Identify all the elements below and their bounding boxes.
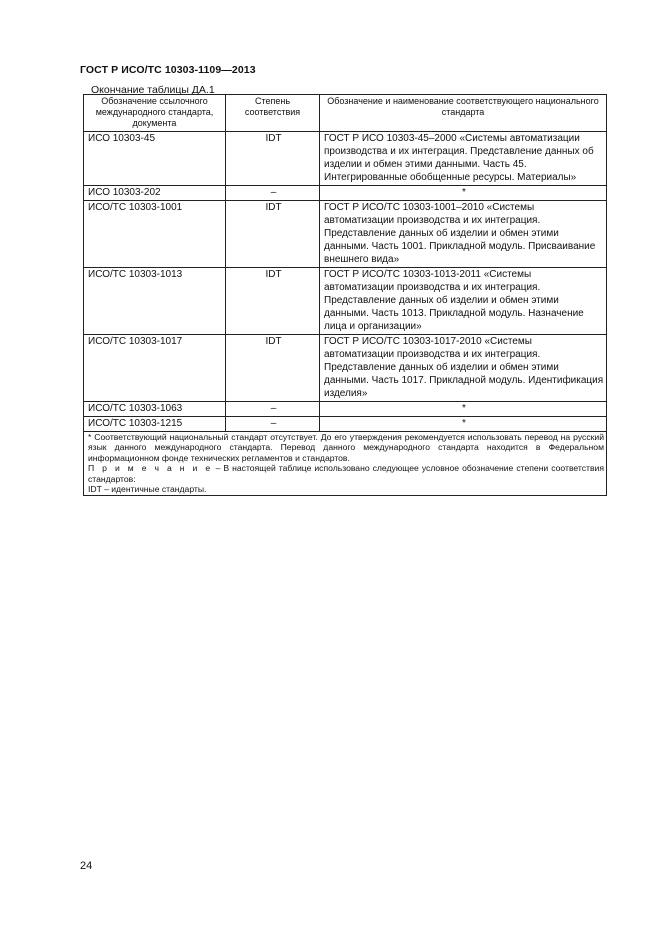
notes-cell	[84, 432, 607, 496]
cell-national: ГОСТ Р ИСО/ТС 10303-1001–2010 «Системы автоматизации производства и их интеграция. Представление данных об изделии и обмен этими данными. Часть 1001. Прикладной модуль. Присваивание внешнего вида»	[320, 201, 607, 268]
column-header-national: Обозначение и наименование соответствующего национального стандарта	[320, 95, 607, 132]
cell-national: *	[320, 186, 607, 201]
note-paragraph	[88, 463, 604, 484]
cell-degree: IDT	[226, 132, 320, 186]
cell-degree: IDT	[226, 268, 320, 335]
note-text: – В настоящей таблице использовано следующее условное обозначение степени соответствия стандартов:	[88, 463, 604, 484]
cell-national: ГОСТ Р ИСО/ТС 10303-1017-2010 «Системы автоматизации производства и их интеграция. Представление данных об изделии и обмен этими данными. Часть 1017. Прикладной модуль. Идентификация изделия»	[320, 335, 607, 402]
table-row	[84, 201, 607, 268]
cell-reference: ИСО/ТС 10303-1013	[84, 268, 226, 335]
cell-reference: ИСО/ТС 10303-1017	[84, 335, 226, 402]
cell-reference: ИСО/ТС 10303-1001	[84, 201, 226, 268]
column-header-degree: Степень соответствия	[226, 95, 320, 132]
note-label: П р и м е ч а н и е	[88, 463, 213, 474]
column-header-reference: Обозначение ссылочного международного стандарта, документа	[84, 95, 226, 132]
page-number: 24	[80, 860, 93, 872]
note-idt-definition: IDT – идентичные стандарты.	[88, 484, 207, 495]
cell-reference: ИСО/ТС 10303-1063	[84, 402, 226, 417]
table-row	[84, 186, 607, 201]
cell-national: ГОСТ Р ИСО 10303-45–2000 «Системы автоматизации производства и их интеграция. Представление данных об изделии и обмен этими данными. Часть 45. Интегрированные обобщенные ресурсы. Материалы»	[320, 132, 607, 186]
correspondence-table	[83, 94, 607, 496]
cell-degree: –	[226, 186, 320, 201]
cell-reference: ИСО 10303-45	[84, 132, 226, 186]
table-row	[84, 335, 607, 402]
footnote-text: * Соответствующий национальный стандарт отсутствует. До его утверждения рекомендуется использовать перевод на русский язык данного международного стандарта. Перевод данного международного стандарта находится в Федеральном информационном фонде технических регламентов и стандартов.	[88, 432, 604, 463]
cell-degree: –	[226, 402, 320, 417]
cell-degree: IDT	[226, 201, 320, 268]
cell-national: *	[320, 402, 607, 417]
table-row	[84, 417, 607, 432]
cell-degree: IDT	[226, 335, 320, 402]
cell-degree: –	[226, 417, 320, 432]
table-row	[84, 268, 607, 335]
table-caption: Окончание таблицы ДА.1	[91, 84, 215, 96]
cell-reference: ИСО/ТС 10303-1215	[84, 417, 226, 432]
cell-national: *	[320, 417, 607, 432]
table-row	[84, 402, 607, 417]
notes-row	[84, 432, 607, 496]
document-header-title: ГОСТ Р ИСО/ТС 10303-1109—2013	[80, 64, 256, 76]
table-header-row	[84, 95, 607, 132]
table-row	[84, 132, 607, 186]
cell-reference: ИСО 10303-202	[84, 186, 226, 201]
cell-national: ГОСТ Р ИСО/ТС 10303-1013-2011 «Системы автоматизации производства и их интеграция. Представление данных об изделии и обмен этими данными. Часть 1013. Прикладной модуль. Назначение лица и организации»	[320, 268, 607, 335]
